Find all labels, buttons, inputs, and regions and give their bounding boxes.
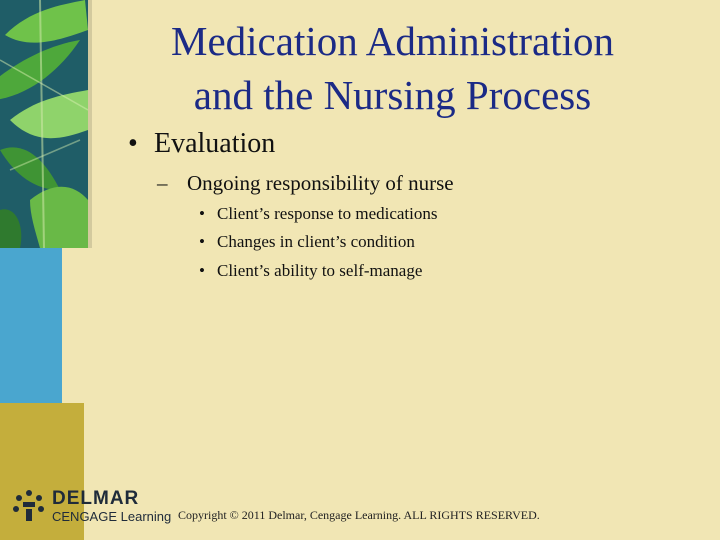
bullet-level-2 [157,169,454,197]
bullet-level-3-item [199,260,422,282]
title-line-2: and the Nursing Process [193,72,592,118]
sub-bullet-text: Ongoing responsibility of nurse [187,171,454,195]
bullet-level-3-item [199,231,415,253]
bullet-dot-icon: • [199,261,205,280]
title-line-1: Medication Administration [171,18,614,64]
bullet-level-1 [128,127,275,161]
bullet-dot-icon: • [199,204,205,223]
delmar-logo-icon [12,489,46,523]
publisher-logo [12,487,182,527]
panel-shadow [88,0,92,248]
sub-item-text: Client’s ability to self-manage [217,261,423,280]
bullet-text: Evaluation [154,128,276,159]
bullet-dot-icon: • [128,128,138,159]
blue-block [0,248,62,403]
blue-block-edge [62,248,88,403]
brand-name: DELMAR [52,488,140,509]
sub-item-text: Client’s response to medications [217,204,438,223]
copyright-notice: Copyright © 2011 Delmar, Cengage Learning. ALL RIGHTS RESERVED. [178,508,540,522]
decorative-side-panel [0,0,88,540]
bullet-level-3-item [199,203,438,225]
brand-subname: CENGAGE Learning [52,509,172,524]
leaf-illustration [0,0,88,248]
bullet-dot-icon: • [199,232,205,251]
sub-item-text: Changes in client’s condition [217,232,415,251]
dash-icon: – [157,171,168,195]
leaf-image [0,0,88,248]
slide-title [120,14,665,122]
